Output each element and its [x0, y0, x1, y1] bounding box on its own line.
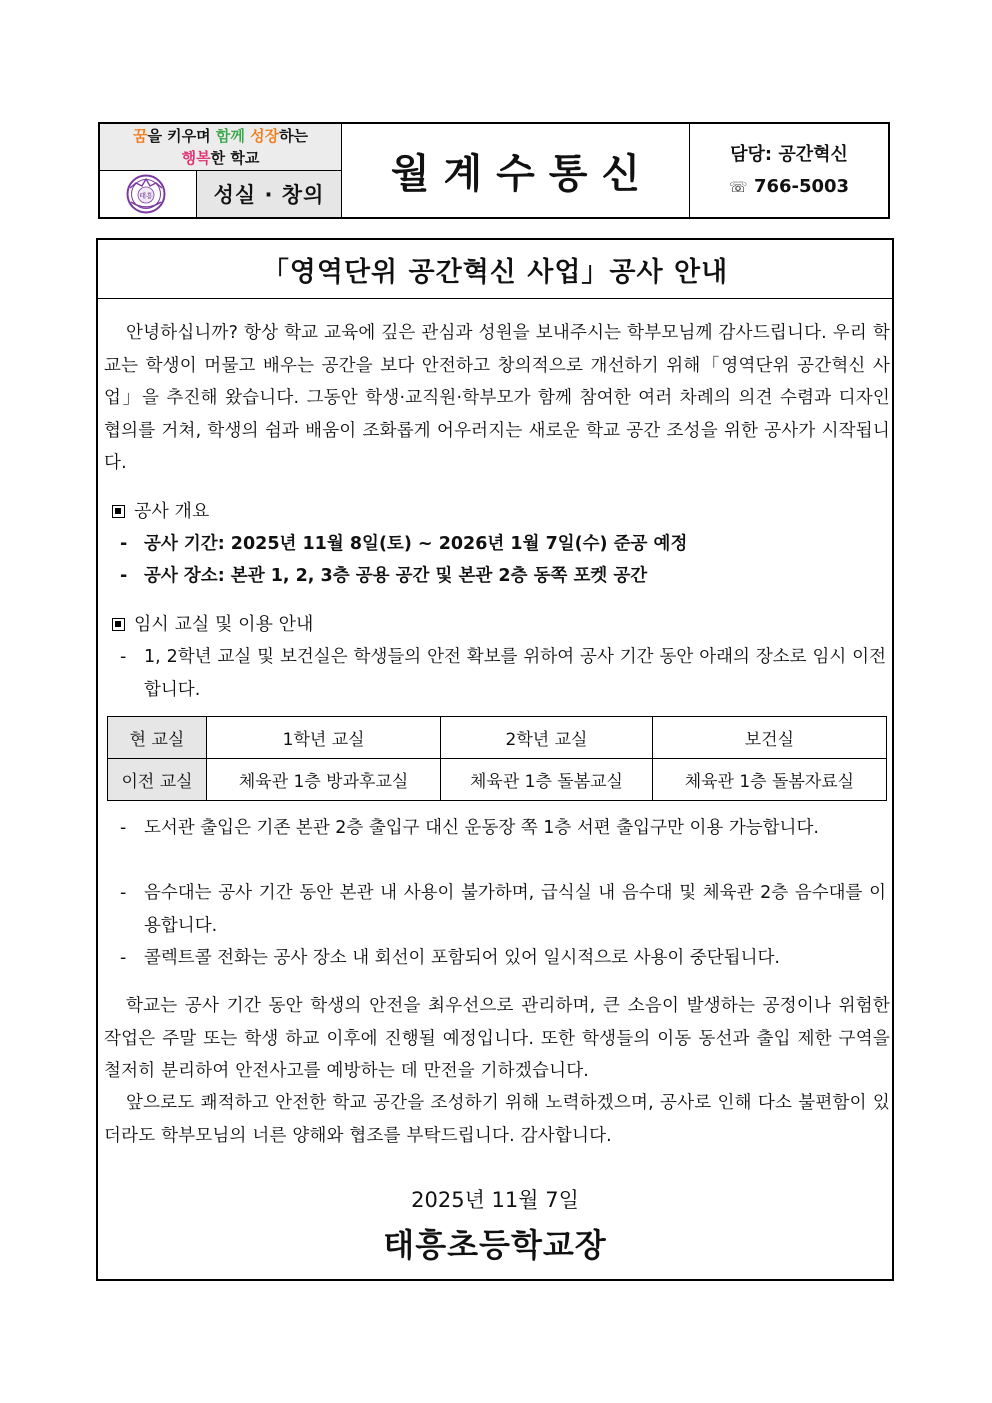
- slogan-segment: 함께: [215, 127, 245, 145]
- school-logo-cell: [100, 171, 197, 217]
- newsletter-title: 월계수통신: [342, 124, 690, 217]
- temp-room-heading: 임시 교실 및 이용 안내: [112, 609, 313, 641]
- square-bullet-icon: [112, 618, 125, 631]
- slogan-segment: 성장: [250, 127, 280, 145]
- table-cell: 체육관 1층 돌봄자료실: [652, 759, 886, 801]
- relocation-table: [107, 716, 887, 801]
- table-row: [108, 759, 887, 801]
- closing-paragraph-2: 앞으로도 쾌적하고 안전한 학교 공간을 조성하기 위해 노력하겠으며, 공사로 인해 다소 불편함이 있더라도 학부모님의 너른 양해와 협조를 부탁드립니다. 감사합니다.: [104, 1093, 890, 1146]
- water-fountain-item: - 음수대는 공사 기간 동안 본관 내 사용이 불가하며, 급식실 내 음수대 및 체육관 2층 음수대를 이용합니다.: [120, 883, 886, 936]
- contact-phone: 766-5003: [753, 175, 850, 197]
- slogan-line-1: [100, 125, 341, 147]
- table-cell: 보건실: [652, 717, 886, 759]
- slogan-segment: 한 학교: [210, 149, 260, 167]
- slogan-segment: 꿈: [132, 127, 148, 145]
- overview-heading: 공사 개요: [112, 496, 209, 528]
- intro-paragraph: 안녕하십니까? 항상 학교 교육에 깊은 관심과 성원을 보내주시는 학부모님께 감사드립니다. 우리 학교는 학생이 머물고 배우는 공간을 보다 안전하고 창의적으로 개선하기 위해「영역단위 공간혁신 사업」을 추진해 왔습니다. 그동안 학생·교직원·학부모가 함께 참여한 여러 차례의 의견 수렴과 디자인 협의를 거쳐, 학생의 쉼과 배움이 조화롭게 어우러지는 새로운 학교 공간 조성을 위한 공사가 시작됩니다.: [104, 323, 890, 473]
- table-row-header: 이전 교실: [108, 759, 207, 801]
- square-bullet-icon: [112, 505, 125, 518]
- school-seal-icon: [124, 174, 168, 214]
- notice-signer: 태흥초등학교장: [383, 1226, 607, 1264]
- overview-location: - 공사 장소: 본관 1, 2, 3층 공용 공간 및 본관 2층 동쪽 포켓 공간: [120, 566, 648, 586]
- table-cell: 1학년 교실: [207, 717, 441, 759]
- newsletter-header: [98, 122, 890, 219]
- slogan-segment: 행복: [181, 149, 211, 167]
- collect-call-item: - 콜렉트콜 전화는 공사 장소 내 회선이 포함되어 있어 일시적으로 사용이 중단됩니다.: [120, 948, 780, 968]
- table-row-header: 현 교실: [108, 717, 207, 759]
- table-row: [108, 717, 887, 759]
- school-motto: 성실 · 창의: [197, 171, 342, 217]
- contact-phone-row: [729, 171, 849, 203]
- notice-title: 「영역단위 공간혁신 사업」공사 안내: [98, 240, 892, 299]
- seal-text: 태흥: [139, 192, 153, 200]
- phone-icon: ☏: [728, 177, 748, 196]
- school-slogan: [100, 124, 342, 171]
- table-cell: 체육관 1층 방과후교실: [207, 759, 441, 801]
- table-cell: 체육관 1층 돌봄교실: [441, 759, 653, 801]
- notice-box: [96, 238, 894, 1281]
- temp-room-item: - 1, 2학년 교실 및 보건실은 학생들의 안전 확보를 위하여 공사 기간 동안 아래의 장소로 임시 이전합니다.: [120, 647, 886, 700]
- library-entry-item: - 도서관 출입은 기존 본관 2층 출입구 대신 운동장 쪽 1층 서편 출입구만 이용 가능합니다.: [120, 818, 819, 838]
- closing-paragraph-1: 학교는 공사 기간 동안 학생의 안전을 최우선으로 관리하며, 큰 소음이 발생하는 공정이나 위험한 작업은 주말 또는 학생 하교 이후에 진행될 예정입니다. 또한 학생들의 이동 동선과 출입 제한 구역을 철저히 분리하여 안전사고를 예방하는 데 만전을 기하겠습니다.: [104, 996, 890, 1081]
- overview-period: - 공사 기간: 2025년 11월 8일(토) ~ 2026년 1월 7일(수) 준공 예정: [120, 534, 688, 554]
- slogan-line-2: [100, 147, 341, 169]
- slogan-segment: 을 키우며: [147, 127, 216, 145]
- notice-date: 2025년 11월 7일: [411, 1188, 579, 1212]
- table-cell: 2학년 교실: [441, 717, 653, 759]
- slogan-segment: 하는: [279, 127, 309, 145]
- contact-info: [690, 124, 888, 217]
- contact-department: 담당: 공간혁신: [730, 143, 848, 165]
